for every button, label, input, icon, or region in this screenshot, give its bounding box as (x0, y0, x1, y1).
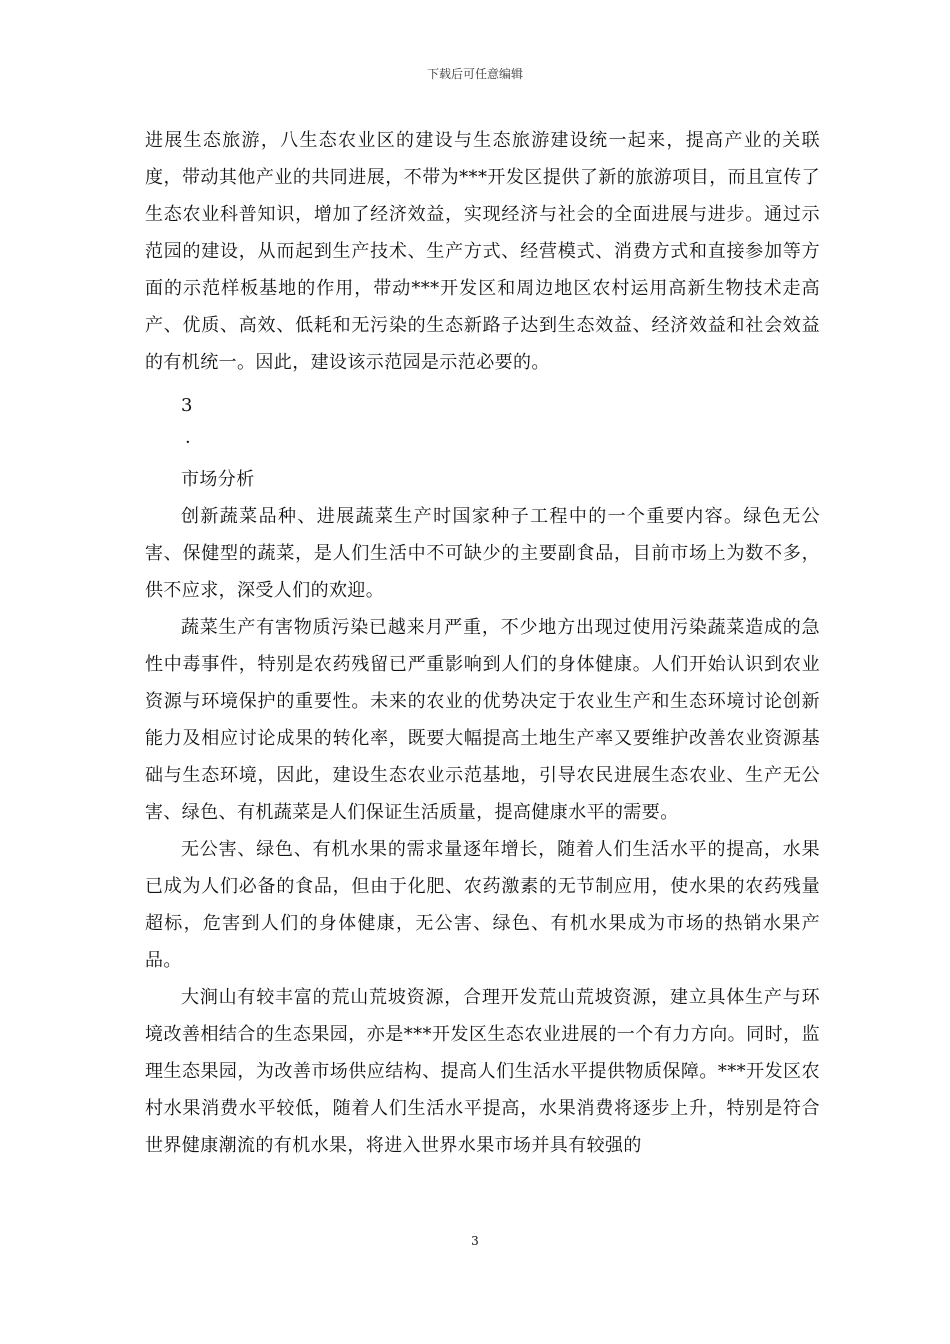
section-title: 市场分析 (181, 469, 255, 490)
intro-paragraph: 进展生态旅游，八生态农业区的建设与生态旅游建设统一起来，提高产业的关联度，带动其他产业的共同进展，不带为***开发区提供了新的旅游项目，而且宣传了生态农业科普知识，增加了经济效益，实现经济与社会的全面进展与进步。通过示范园的建设，从而起到生产技术、生产方式、经营模式、消费方式和直接参加等方面的示范样板基地的作用，带动***开发区和周边地区农村运用高新生物技术走高产、优质、高效、低耗和无污染的生态新路子达到生态效益、经济效益和社会效益的有机统一。因此，建设该示范园是示范必要的。 (145, 130, 820, 373)
section-bullet: · (185, 432, 192, 453)
paragraph-fruit-demand: 无公害、绿色、有机水果的需求量逐年增长，随着人们生活水平的提高，水果已成为人们必备的食品，但由于化肥、农药激素的无节制应用，使水果的农药残量超标，危害到人们的身体健康，无公害、绿色、有机水果成为市场的热销水果产品。 (145, 839, 820, 971)
page-header: 下载后可任意编辑 (426, 67, 523, 81)
document-body (145, 122, 820, 1164)
paragraph-vegetable-pollution: 蔬菜生产有害物质污染已越来月严重，不少地方出现过使用污染蔬菜造成的急性中毒事件，特别是农药残留已严重影响到人们的身体健康。人们开始认识到农业资源与环境保护的重要性。未来的农业的优势决定于农业生产和生态环境讨论创新能力及相应讨论成果的转化率，既要大幅提高土地生产率又要维护改善农业资源基础与生态环境，因此，建设生态农业示范基地，引导农民进展生态农业、生产无公害、绿色、有机蔬菜是人们保证生活质量，提高健康水平的需要。 (145, 617, 820, 823)
section-number: 3 (181, 395, 193, 416)
page-number: 3 (471, 1234, 479, 1248)
paragraph-orchard-resources: 大涧山有较丰富的荒山荒坡资源，合理开发荒山荒坡资源，建立具体生产与环境改善相结合的生态果园，亦是***开发区生态农业进展的一个有力方向。同时，监理生态果园，为改善市场供应结构、提高人们生活水平提供物质保障。***开发区农村水果消费水平较低，随着人们生活水平提高，水果消费将逐步上升，特别是符合世界健康潮流的有机水果，将进入世界水果市场并具有较强的 (145, 987, 820, 1156)
paragraph-vegetable-varieties: 创新蔬菜品种、进展蔬菜生产时国家种子工程中的一个重要内容。绿色无公害、保健型的蔬菜，是人们生活中不可缺少的主要副食品，目前市场上为数不多，供不应求，深受人们的欢迎。 (145, 506, 820, 601)
